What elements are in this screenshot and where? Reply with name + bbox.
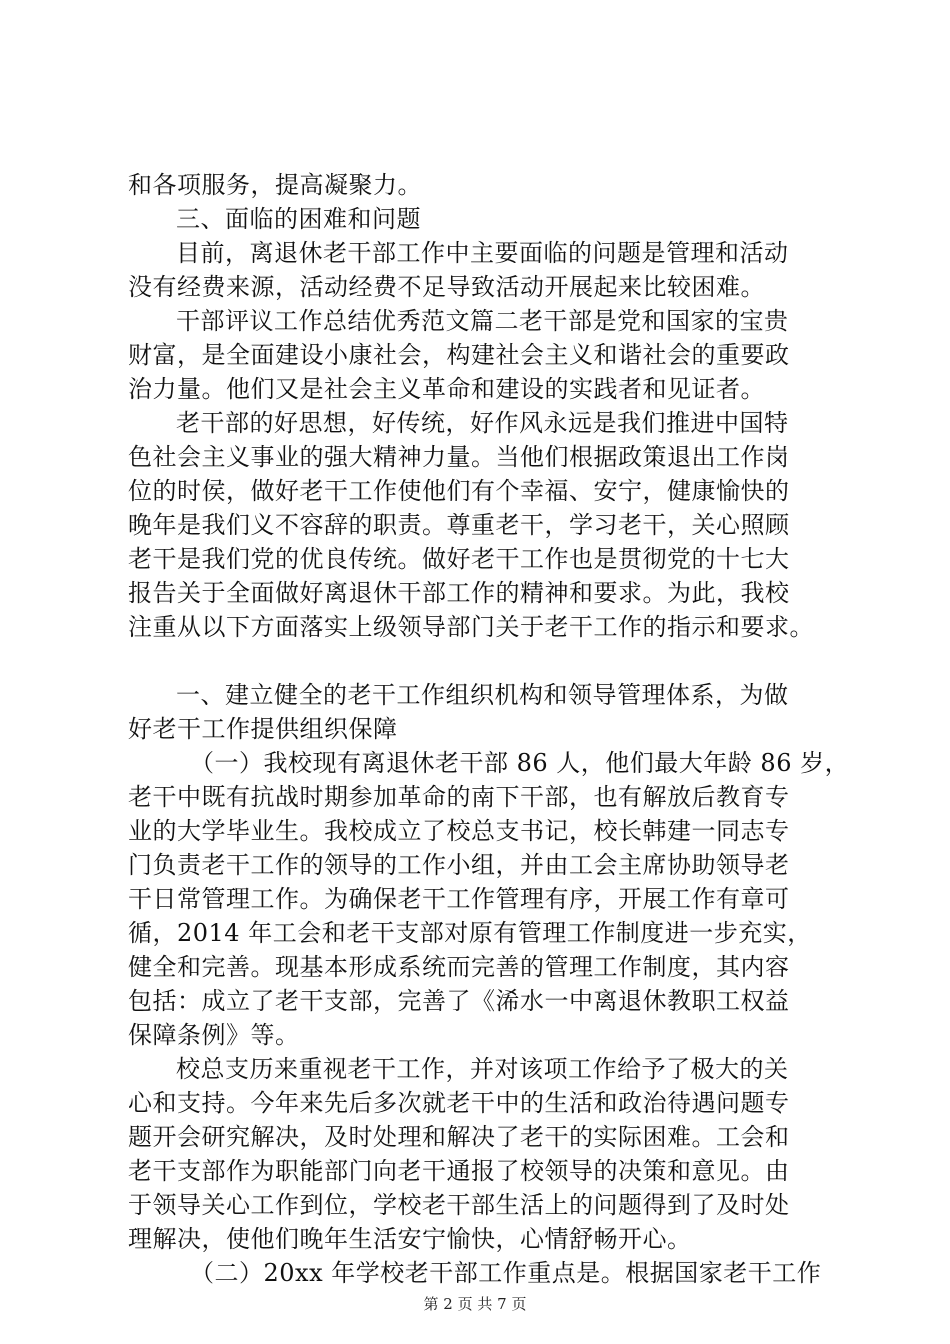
section-heading: 三、面临的困难和问题 [176, 205, 421, 233]
text-line: 门负责老干工作的领导的工作小组，并由工会主席协助领导老 [128, 851, 790, 879]
text-line: 注重从以下方面落实上级领导部门关于老干工作的指示和要求。 [128, 613, 814, 641]
text-line: 校总支历来重视老干工作，并对该项工作给予了极大的关 [176, 1055, 789, 1083]
text-line: 目前，离退休老干部工作中主要面临的问题是管理和活动 [176, 239, 789, 267]
text-line: 老干是我们党的优良传统。做好老干工作也是贯彻党的十七大 [128, 545, 790, 573]
section-heading: 一、建立健全的老干工作组织机构和领导管理体系，为做 [176, 681, 789, 709]
text-line: （一）我校现有离退休老干部 86 人，他们最大年龄 86 岁， [190, 749, 850, 777]
text-line: 保障条例》等。 [128, 1021, 300, 1049]
page-number-footer: 第 2 页 共 7 页 [423, 1295, 527, 1313]
document-body [128, 168, 848, 1290]
text-line: 理解决，使他们晚年生活安宁愉快，心情舒畅开心。 [128, 1225, 692, 1253]
text-line: 色社会主义事业的强大精神力量。当他们根据政策退出工作岗 [128, 443, 790, 471]
text-line: 晚年是我们义不容辞的职责。尊重老干，学习老干，关心照顾 [128, 511, 790, 539]
text-line: 健全和完善。现基本形成系统而完善的管理工作制度，其内容 [128, 953, 790, 981]
text-line: 报告关于全面做好离退休干部工作的精神和要求。为此，我校 [128, 579, 790, 607]
text-line: 干部评议工作总结优秀范文篇二老干部是党和国家的宝贵 [176, 307, 789, 335]
text-line: 位的时侯，做好老干工作使他们有个幸福、安宁，健康愉快的 [128, 477, 790, 505]
text-line: 财富，是全面建设小康社会，构建社会主义和谐社会的重要政 [128, 341, 790, 369]
text-line: 循，2014 年工会和老干支部对原有管理工作制度进一步充实， [128, 919, 812, 947]
text-line: 治力量。他们又是社会主义革命和建设的实践者和见证者。 [128, 375, 765, 403]
text-line: 心和支持。今年来先后多次就老干中的生活和政治待遇问题专 [128, 1089, 790, 1117]
text-line: 老干支部作为职能部门向老干通报了校领导的决策和意见。由 [128, 1157, 790, 1185]
text-line: 没有经费来源，活动经费不足导致活动开展起来比较困难。 [128, 273, 765, 301]
text-line: 和各项服务，提高凝聚力。 [128, 171, 422, 199]
text-line: 业的大学毕业生。我校成立了校总支书记，校长韩建一同志专 [128, 817, 790, 845]
text-line: 老干部的好思想，好传统，好作风永远是我们推进中国特 [176, 409, 789, 437]
text-line: 老干中既有抗战时期参加革命的南下干部，也有解放后教育专 [128, 783, 790, 811]
text-line: 包括：成立了老干支部，完善了《浠水一中离退休教职工权益 [128, 987, 790, 1015]
text-line: 于领导关心工作到位，学校老干部生活上的问题得到了及时处 [128, 1191, 790, 1219]
text-line: 好老干工作提供组织保障 [128, 715, 398, 743]
text-line: 干日常管理工作。为确保老干工作管理有序，开展工作有章可 [128, 885, 790, 913]
text-line: （二）20xx 年学校老干部工作重点是。根据国家老干工作 [190, 1259, 822, 1287]
paragraph-gap [128, 644, 848, 678]
text-line: 题开会研究解决，及时处理和解决了老干的实际困难。工会和 [128, 1123, 790, 1151]
